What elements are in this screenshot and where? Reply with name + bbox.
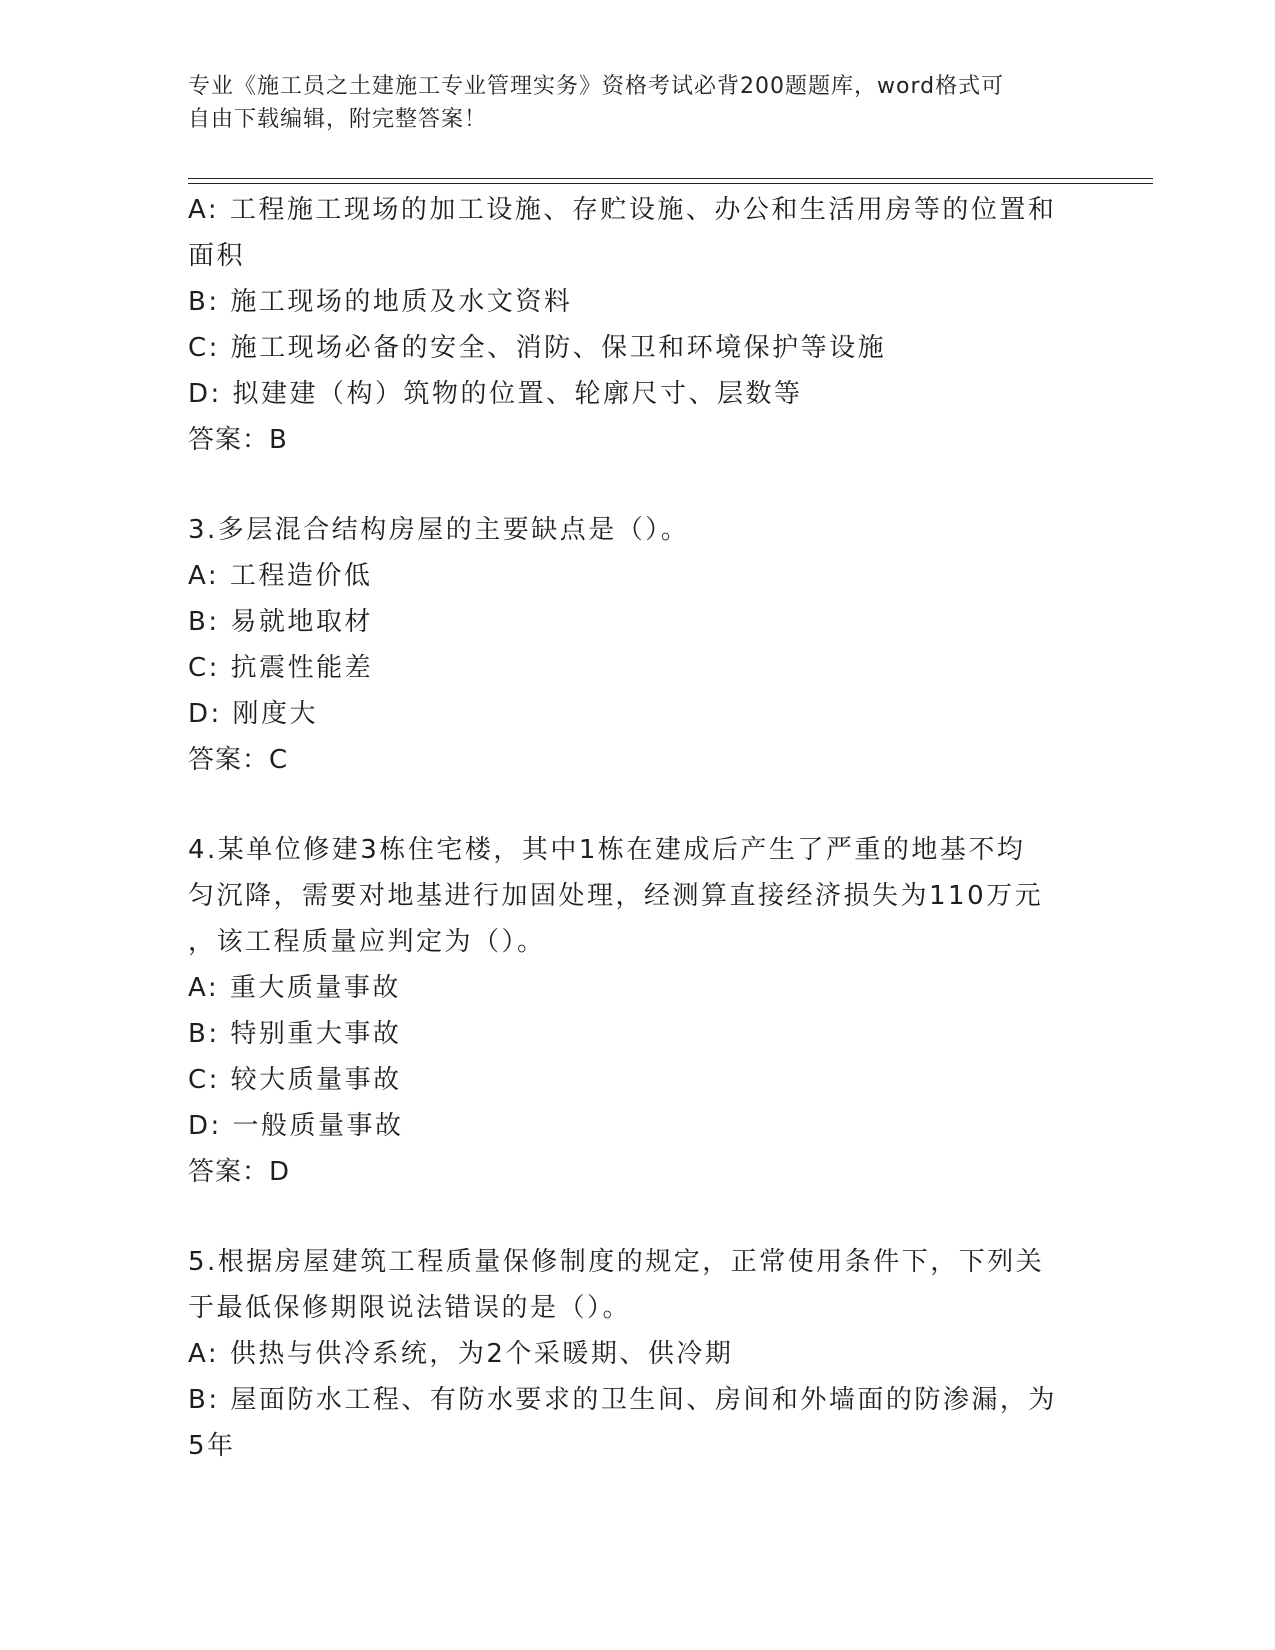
header-divider-top: [188, 178, 1153, 179]
question-stem-continued: 匀沉降，需要对地基进行加固处理，经测算直接经济损失为110万元: [188, 881, 1044, 911]
option-b: B: 易就地取材: [188, 607, 373, 637]
option-c: C: 较大质量事故: [188, 1065, 402, 1095]
option-a-continued: 面积: [188, 241, 246, 271]
question-stem: 3.多层混合结构房屋的主要缺点是（）。: [188, 515, 690, 545]
option-c: C: 抗震性能差: [188, 653, 374, 683]
question-stem: 5.根据房屋建筑工程质量保修制度的规定，正常使用条件下，下列关: [188, 1247, 1045, 1277]
spacer: [188, 783, 1088, 827]
question-4: [188, 827, 1088, 1195]
question-5: [188, 1239, 1088, 1469]
question-list: [188, 187, 1088, 1469]
question-3: [188, 507, 1088, 783]
document-title: [188, 70, 1088, 136]
option-d: D: 拟建建（构）筑物的位置、轮廓尺寸、层数等: [188, 379, 803, 409]
option-a: A: 工程造价低: [188, 561, 373, 591]
question-stem: 4.某单位修建3栋住宅楼，其中1栋在建成后产生了严重的地基不均: [188, 835, 1026, 865]
title-line-1: 专业《施工员之土建施工专业管理实务》资格考试必背200题题库，word格式可: [188, 74, 1005, 99]
question-2: [188, 187, 1088, 463]
answer-line: 答案：C: [188, 745, 289, 775]
option-a: A: 供热与供冷系统，为2个采暖期、供冷期: [188, 1339, 734, 1369]
answer-line: 答案：D: [188, 1157, 291, 1187]
option-b: B: 特别重大事故: [188, 1019, 402, 1049]
header-divider-bottom: [188, 183, 1153, 184]
question-stem-continued: ，该工程质量应判定为（）。: [188, 927, 546, 957]
title-line-2: 自由下载编辑，附完整答案！: [188, 107, 488, 132]
spacer: [188, 463, 1088, 507]
answer-line: 答案：B: [188, 425, 288, 455]
option-a: A: 工程施工现场的加工设施、存贮设施、办公和生活用房等的位置和: [188, 195, 1057, 225]
spacer: [188, 1195, 1088, 1239]
option-a: A: 重大质量事故: [188, 973, 401, 1003]
option-b: B: 施工现场的地质及水文资料: [188, 287, 573, 317]
question-stem-continued: 于最低保修期限说法错误的是（）。: [188, 1293, 632, 1323]
option-d: D: 一般质量事故: [188, 1111, 404, 1141]
option-d: D: 刚度大: [188, 699, 319, 729]
option-b-continued: 5年: [188, 1431, 236, 1461]
option-b: B: 屋面防水工程、有防水要求的卫生间、房间和外墙面的防渗漏，为: [188, 1385, 1057, 1415]
option-c: C: 施工现场必备的安全、消防、保卫和环境保护等设施: [188, 333, 887, 363]
